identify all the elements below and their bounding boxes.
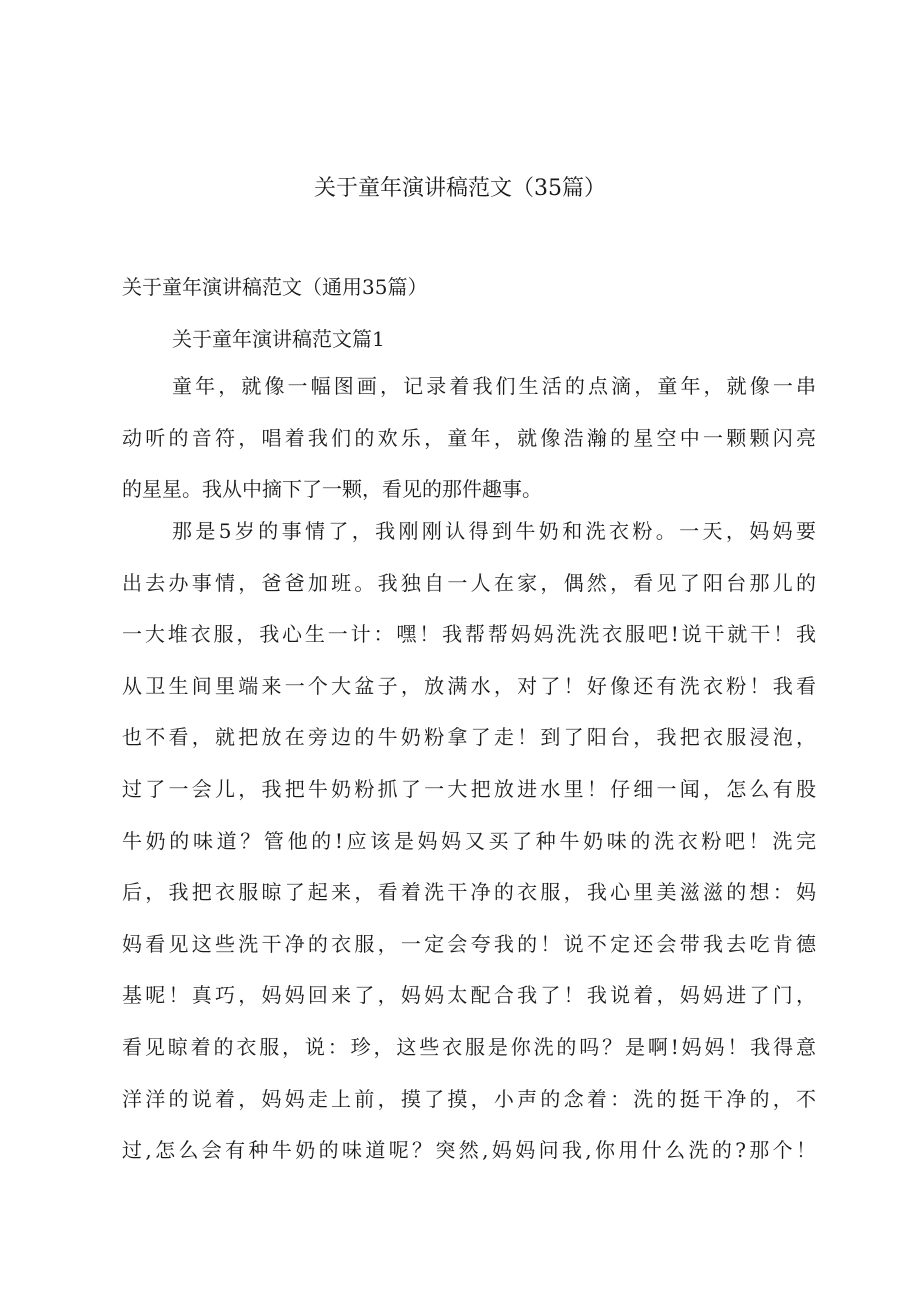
- document-title: 关于童年演讲稿范文（35篇）: [314, 176, 606, 201]
- paragraph-line: 那是5岁的事情了，我刚刚认得到牛奶和洗衣粉。一天，妈妈要: [172, 519, 816, 543]
- paragraph-line: 的星星。我从中摘下了一颗，看见的那件趣事。: [122, 477, 542, 502]
- paragraph-line: 过了一会儿，我把牛奶粉抓了一大把放进水里！仔细一闻，怎么有股: [122, 776, 816, 801]
- paragraph-line: 过,怎么会有种牛奶的味道呢？突然,妈妈问我,你用什么洗的?那个！: [122, 1138, 816, 1163]
- paragraph-2: [122, 514, 816, 1185]
- paragraph-line: 一大堆衣服，我心生一计：嘿！我帮帮妈妈洗洗衣服吧!说干就干！我: [122, 622, 816, 647]
- document-subtitle: 关于童年演讲稿范文（通用35篇）: [122, 275, 428, 299]
- paragraph-line: 出去办事情，爸爸加班。我独自一人在家，偶然，看见了阳台那儿的: [122, 570, 816, 595]
- paragraph-line: 童年，就像一幅图画，记录着我们生活的点滴，童年，就像一串: [172, 374, 816, 398]
- paragraph-line: 后，我把衣服晾了起来，看着洗干净的衣服，我心里美滋滋的想：妈: [122, 880, 816, 905]
- paragraph-1: [122, 369, 816, 524]
- paragraph-line: 也不看，就把放在旁边的牛奶粉拿了走！到了阳台，我把衣服浸泡，: [122, 725, 816, 750]
- section-heading: 关于童年演讲稿范文篇1: [172, 327, 385, 351]
- paragraph-line: 牛奶的味道？管他的!应该是妈妈又买了种牛奶味的洗衣粉吧！洗完: [122, 828, 816, 853]
- paragraph-line: 动听的音符，唱着我们的欢乐，童年，就像浩瀚的星空中一颗颗闪亮: [122, 425, 816, 450]
- paragraph-line: 基呢！真巧，妈妈回来了，妈妈太配合我了！我说着，妈妈进了门，: [122, 983, 816, 1008]
- paragraph-line: 从卫生间里端来一个大盆子，放满水，对了！好像还有洗衣粉！我看: [122, 673, 816, 698]
- paragraph-line: 看见晾着的衣服，说：珍，这些衣服是你洗的吗？是啊!妈妈！我得意: [122, 1034, 816, 1059]
- paragraph-line: 洋洋的说着，妈妈走上前，摸了摸，小声的念着：洗的挺干净的，不: [122, 1086, 816, 1111]
- paragraph-line: 妈看见这些洗干净的衣服，一定会夸我的！说不定还会带我去吃肯德: [122, 931, 816, 956]
